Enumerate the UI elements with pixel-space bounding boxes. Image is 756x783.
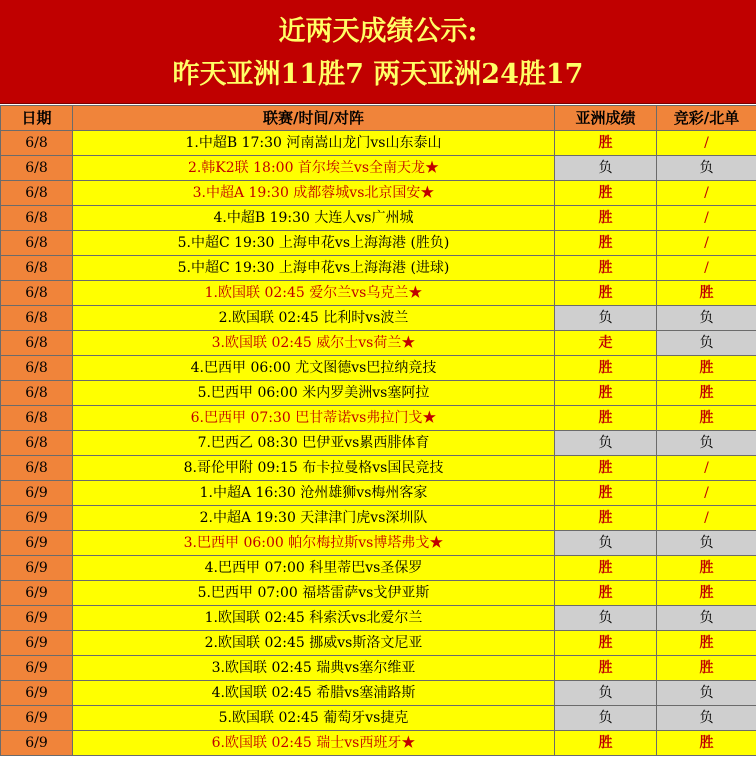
row-match [73,606,555,631]
row-asia-result: 胜 [555,556,657,581]
table-row [1,356,756,381]
featured-star-icon: ★ [425,160,440,176]
match-text: 4.巴西甲 07:00 科里蒂巴vs圣保罗 [204,560,423,576]
row-asia-result: 胜 [555,231,657,256]
match-text: 5.中超C 19:30 上海申花vs上海海港 (胜负) [177,235,450,251]
row-lottery-result: 负 [657,606,756,631]
table-row [1,681,756,706]
table-row [1,431,756,456]
row-asia-result: 胜 [555,131,657,156]
row-match [73,731,555,756]
row-match [73,506,555,531]
match-text: 1.中超A 16:30 沧州雄狮vs梅州客家 [199,485,428,501]
row-lottery-result: 胜 [657,656,756,681]
featured-star-icon: ★ [408,285,423,301]
table-row [1,181,756,206]
row-match [73,181,555,206]
row-match [73,631,555,656]
row-date: 6/9 [1,656,73,681]
table-row [1,156,756,181]
table-row [1,481,756,506]
table-row [1,581,756,606]
row-date: 6/8 [1,431,73,456]
row-date: 6/8 [1,306,73,331]
row-lottery-result: 负 [657,681,756,706]
table-row [1,531,756,556]
row-match [73,306,555,331]
featured-star-icon: ★ [401,335,416,351]
row-match [73,656,555,681]
match-text: 8.哥伦甲附 09:15 布卡拉曼格vs国民竞技 [183,460,444,476]
match-text: 4.巴西甲 06:00 尤文图德vs巴拉纳竞技 [190,360,437,376]
header-lottery-result: 竞彩/北单 [657,106,756,131]
results-table [0,105,756,756]
row-match [73,456,555,481]
match-text: 2.中超A 19:30 天津津门虎vs深圳队 [199,510,428,526]
match-text: 3.欧国联 02:45 瑞典vs塞尔维亚 [211,660,416,676]
table-header-row [1,106,756,131]
match-text: 2.韩K2联 18:00 首尔埃兰vs全南天龙 [187,160,426,176]
row-asia-result: 负 [555,156,657,181]
row-date: 6/9 [1,531,73,556]
row-asia-result: 胜 [555,731,657,756]
row-asia-result: 胜 [555,206,657,231]
match-text: 3.欧国联 02:45 威尔士vs荷兰 [211,335,402,351]
table-row [1,131,756,156]
row-date: 6/8 [1,456,73,481]
row-match [73,431,555,456]
row-lottery-result: 胜 [657,556,756,581]
row-lottery-result: 负 [657,431,756,456]
row-match [73,481,555,506]
table-row [1,556,756,581]
row-asia-result: 胜 [555,631,657,656]
row-lottery-result: / [657,181,756,206]
row-date: 6/8 [1,356,73,381]
match-text: 5.巴西甲 07:00 福塔雷萨vs戈伊亚斯 [197,585,430,601]
match-text: 3.巴西甲 06:00 帕尔梅拉斯vs博塔弗戈 [183,535,430,551]
row-lottery-result: 负 [657,156,756,181]
row-lottery-result: 胜 [657,406,756,431]
row-date: 6/8 [1,181,73,206]
row-asia-result: 胜 [555,656,657,681]
row-asia-result: 胜 [555,381,657,406]
match-text: 5.中超C 19:30 上海申花vs上海海港 (进球) [177,260,450,276]
row-asia-result: 负 [555,706,657,731]
row-date: 6/9 [1,681,73,706]
table-row [1,231,756,256]
row-lottery-result: 胜 [657,731,756,756]
row-match [73,581,555,606]
banner-title: 近两天成绩公示: [278,16,478,47]
row-date: 6/8 [1,256,73,281]
row-asia-result: 胜 [555,581,657,606]
match-text: 2.欧国联 02:45 挪威vs斯洛文尼亚 [204,635,423,651]
row-asia-result: 负 [555,681,657,706]
header-match: 联赛/时间/对阵 [73,106,555,131]
row-lottery-result: 负 [657,706,756,731]
results-banner [0,0,756,104]
row-asia-result: 胜 [555,256,657,281]
row-date: 6/9 [1,606,73,631]
table-row [1,206,756,231]
header-date: 日期 [1,106,73,131]
match-text: 2.欧国联 02:45 比利时vs波兰 [218,310,409,326]
row-asia-result: 胜 [555,356,657,381]
row-date: 6/9 [1,581,73,606]
row-match [73,556,555,581]
row-date: 6/9 [1,706,73,731]
featured-star-icon: ★ [429,535,444,551]
table-row [1,281,756,306]
row-lottery-result: 胜 [657,581,756,606]
row-match [73,256,555,281]
row-asia-result: 胜 [555,406,657,431]
row-asia-result: 负 [555,606,657,631]
match-text: 4.欧国联 02:45 希腊vs塞浦路斯 [211,685,416,701]
featured-star-icon: ★ [422,410,437,426]
featured-star-icon: ★ [420,185,435,201]
row-match [73,331,555,356]
row-match [73,131,555,156]
row-asia-result: 胜 [555,181,657,206]
row-match [73,531,555,556]
row-asia-result: 负 [555,531,657,556]
row-date: 6/9 [1,631,73,656]
row-match [73,381,555,406]
match-text: 1.中超B 17:30 河南嵩山龙门vs山东泰山 [185,135,442,151]
table-row [1,656,756,681]
row-date: 6/8 [1,156,73,181]
match-text: 5.欧国联 02:45 葡萄牙vs捷克 [218,710,409,726]
table-row [1,631,756,656]
table-row [1,256,756,281]
match-text: 1.欧国联 02:45 科索沃vs北爱尔兰 [204,610,423,626]
row-date: 6/9 [1,506,73,531]
row-match [73,281,555,306]
table-row [1,306,756,331]
row-asia-result: 负 [555,306,657,331]
match-text: 6.巴西甲 07:30 巴甘蒂诺vs弗拉门戈 [190,410,423,426]
row-lottery-result: / [657,131,756,156]
row-asia-result: 胜 [555,456,657,481]
row-asia-result: 胜 [555,506,657,531]
row-date: 6/8 [1,381,73,406]
table-row [1,456,756,481]
row-date: 6/8 [1,331,73,356]
row-lottery-result: / [657,481,756,506]
match-text: 3.中超A 19:30 成都蓉城vs北京国安 [192,185,421,201]
row-lottery-result: 胜 [657,281,756,306]
row-match [73,706,555,731]
row-match [73,156,555,181]
table-row [1,381,756,406]
table-row [1,606,756,631]
table-row [1,731,756,756]
row-lottery-result: / [657,206,756,231]
match-text: 4.中超B 19:30 大连人vs广州城 [213,210,414,226]
match-text: 7.巴西乙 08:30 巴伊亚vs累西腓体育 [197,435,430,451]
row-lottery-result: 负 [657,331,756,356]
row-asia-result: 胜 [555,481,657,506]
row-date: 6/8 [1,231,73,256]
table-row [1,506,756,531]
banner-summary: 昨天亚洲11胜7 两天亚洲24胜17 [172,59,584,90]
row-lottery-result: / [657,456,756,481]
row-lottery-result: / [657,506,756,531]
row-date: 6/9 [1,481,73,506]
row-lottery-result: / [657,256,756,281]
row-match [73,231,555,256]
match-text: 5.巴西甲 06:00 米内罗美洲vs塞阿拉 [197,385,430,401]
row-date: 6/8 [1,406,73,431]
row-lottery-result: 胜 [657,381,756,406]
row-lottery-result: 负 [657,531,756,556]
row-lottery-result: 胜 [657,631,756,656]
row-match [73,356,555,381]
table-row [1,706,756,731]
row-date: 6/9 [1,556,73,581]
row-asia-result: 走 [555,331,657,356]
match-text: 6.欧国联 02:45 瑞士vs西班牙 [211,735,402,751]
table-row [1,406,756,431]
match-text: 1.欧国联 02:45 爱尔兰vs乌克兰 [204,285,409,301]
row-asia-result: 负 [555,431,657,456]
row-date: 6/8 [1,281,73,306]
row-match [73,206,555,231]
row-date: 6/8 [1,206,73,231]
row-date: 6/8 [1,131,73,156]
row-lottery-result: 胜 [657,356,756,381]
table-row [1,331,756,356]
row-lottery-result: 负 [657,306,756,331]
row-match [73,681,555,706]
row-date: 6/9 [1,731,73,756]
row-match [73,406,555,431]
row-asia-result: 胜 [555,281,657,306]
row-lottery-result: / [657,231,756,256]
header-asia-result: 亚洲成绩 [555,106,657,131]
featured-star-icon: ★ [401,735,416,751]
